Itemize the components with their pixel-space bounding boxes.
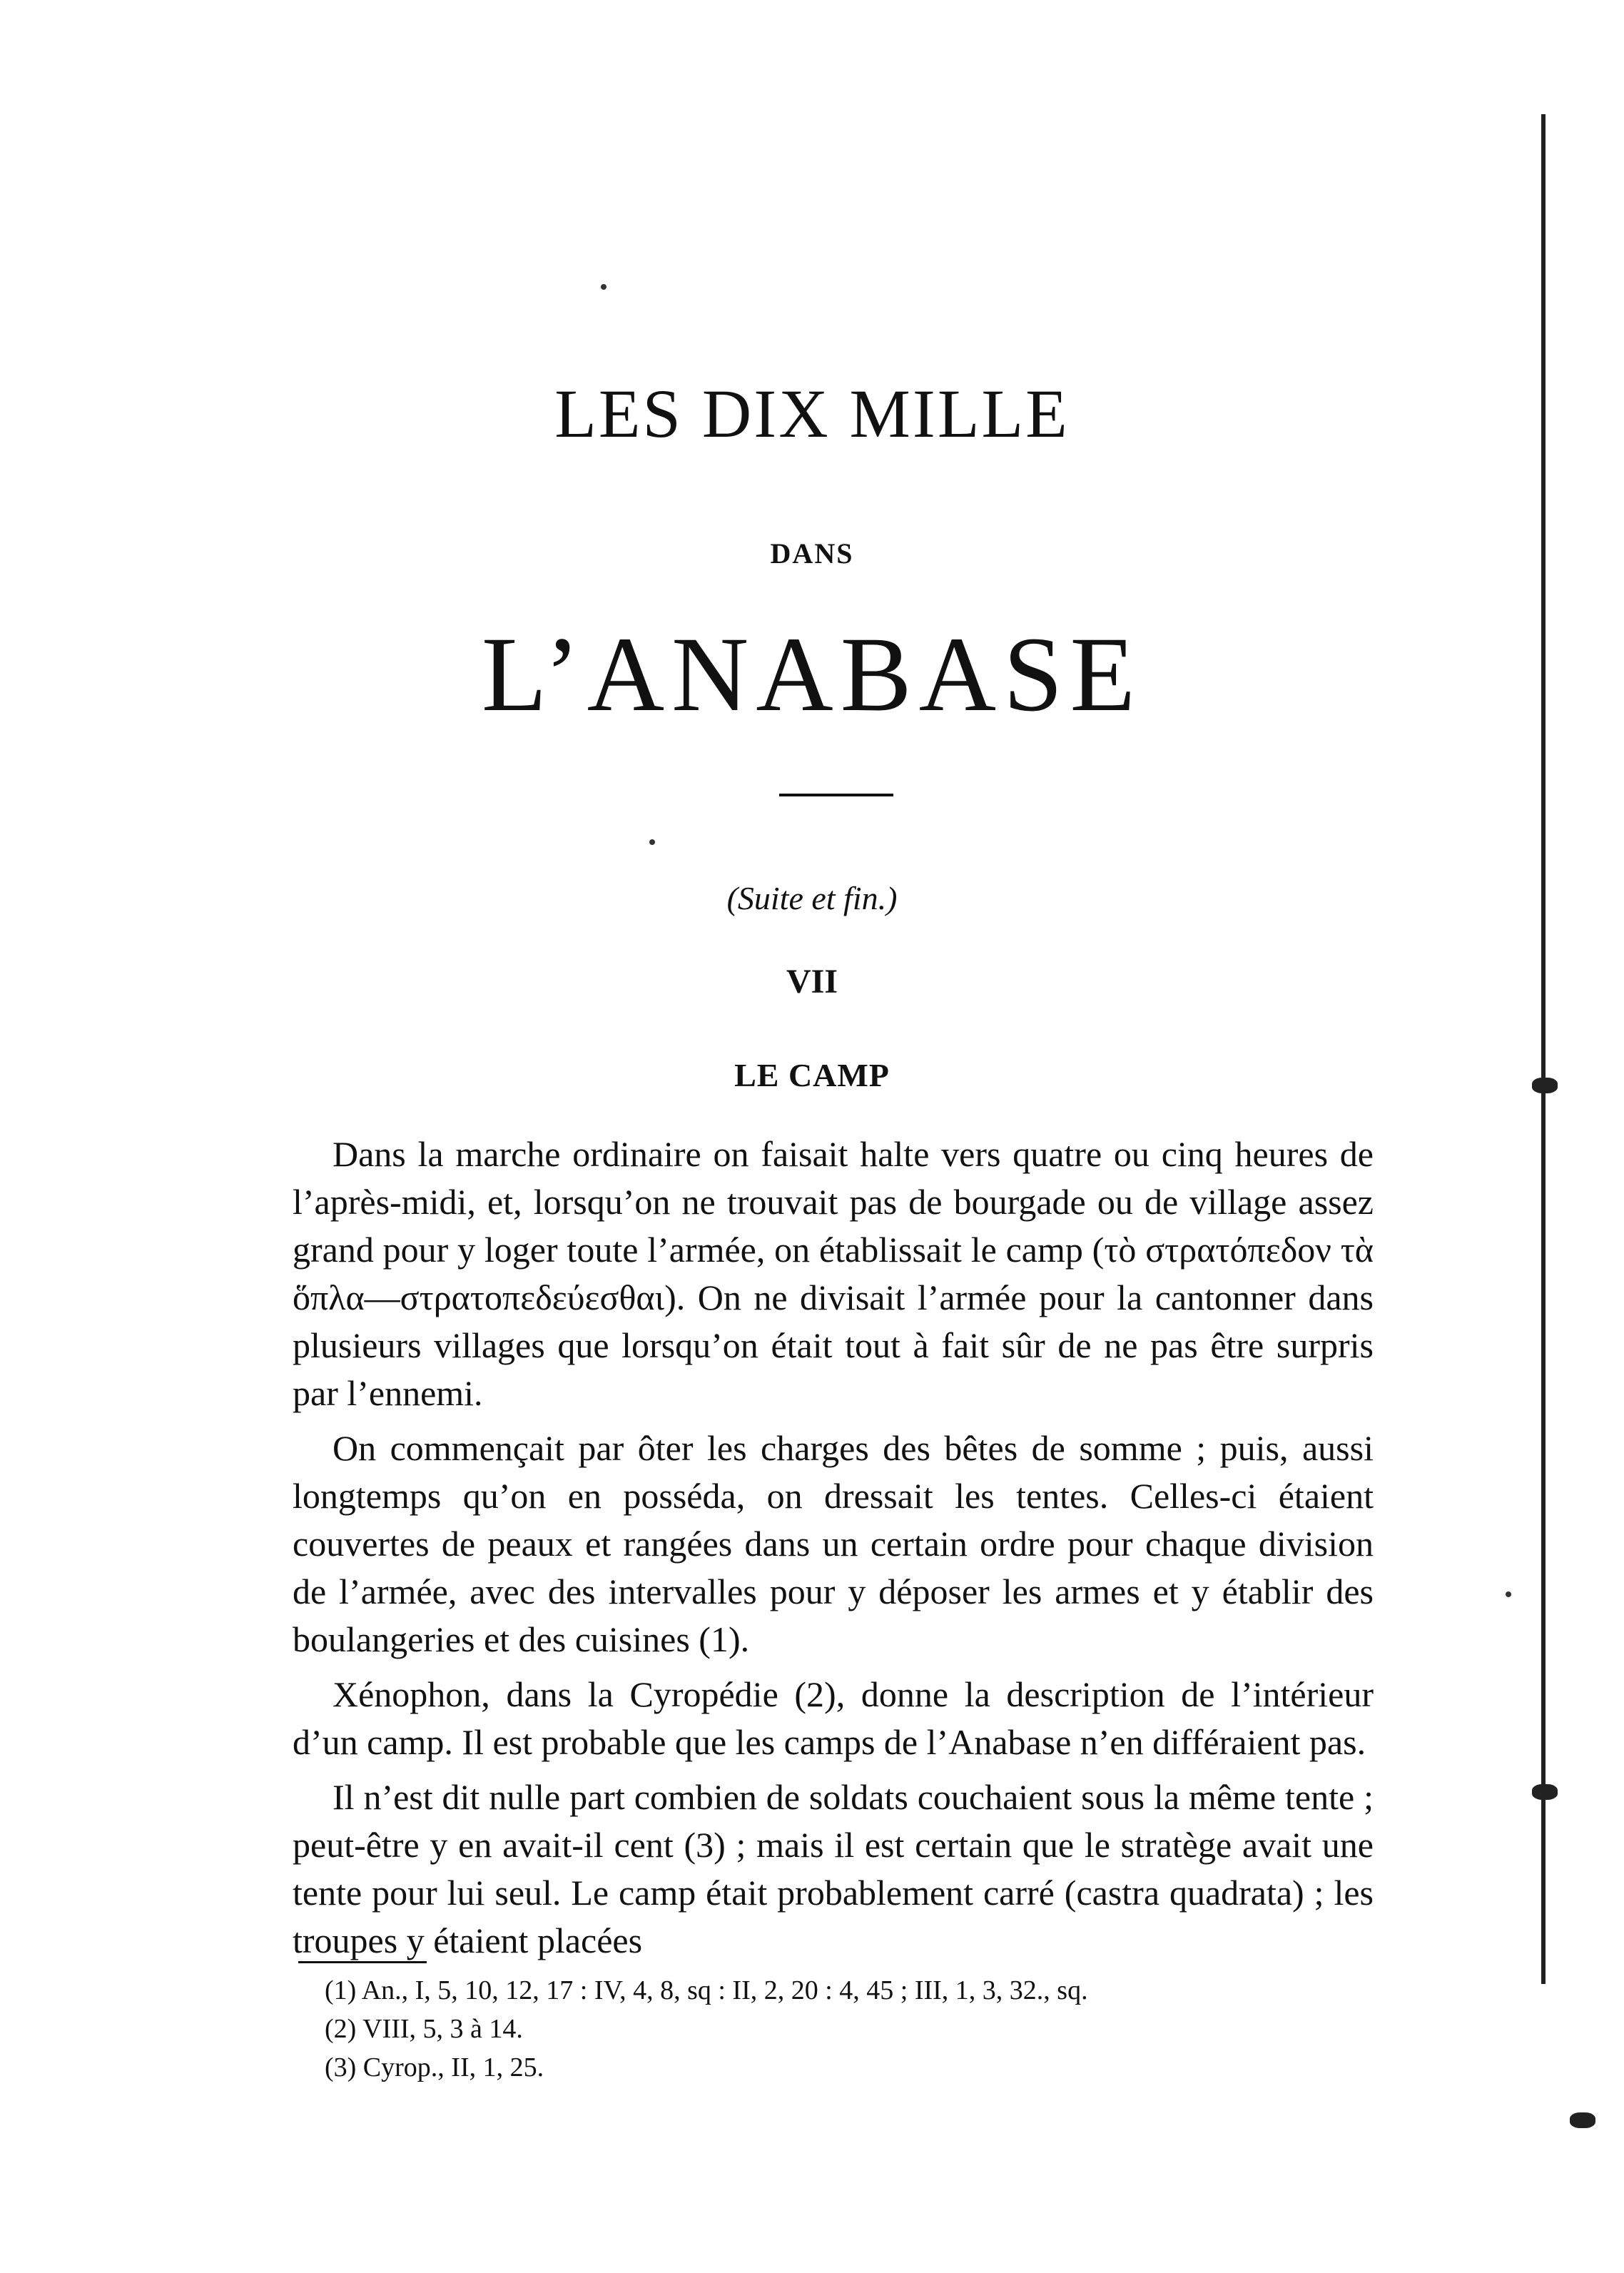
chapter-number: VII <box>786 963 838 1001</box>
paragraph-2: On commençait par ôter les charges des bêtes de somme ; puis, aussi longtemps qu’on en posséda, on dressait les tentes. Celles-ci étaient couvertes de peaux et rangées dans un certain ordre pour chaque division de l’armée, avec des intervalles pour y déposer les armes et y établir des boulangeries et des cuisines (1). <box>293 1428 1374 1659</box>
subtitle: (Suite et fin.) <box>726 880 898 916</box>
footnote-2: (2) VIII, 5, 3 à 14. <box>325 2014 523 2044</box>
article-title: LES DIX MILLE <box>554 375 1070 452</box>
edge-mark <box>1570 2112 1595 2128</box>
paragraph-1: Dans la marche ordinaire on faisait halte vers quatre ou cinq heures de l’après-midi, et, lorsqu’on ne trouvait pas de bourgade ou de village assez grand pour y loger toute l’armée, on établissait le camp (τὸ στρατόπεδον τὰ ὅπλα—στρατοπεδεύεσθαι). On ne divisait l’armée pour la cantonner dans plusieurs villages que lorsqu’on était tout à fait sûr de ne pas être surpris par l’ennemi. <box>293 1134 1374 1413</box>
footnotes <box>325 1971 1395 2087</box>
footnote-1: (1) An., I, 5, 10, 12, 17 : IV, 4, 8, sq : II, 2, 20 : 4, 45 ; III, 1, 3, 32., sq. <box>325 1975 1088 2005</box>
main-title: L’ANABASE <box>481 615 1143 734</box>
scan-speck <box>601 284 607 290</box>
footnote-3: (3) Cyrop., II, 1, 25. <box>325 2052 544 2082</box>
edge-mark <box>1532 1078 1558 1093</box>
footnote-rule <box>298 1961 427 1963</box>
paragraph-4: Il n’est dit nulle part combien de soldats couchaient sous la même tente ; peut-être y en avait-il cent (3) ; mais il est certain que le stratège avait une tente pour lui seul. Le camp était probablement carré (castra quadrata) ; les troupes y étaient placées <box>293 1777 1374 1960</box>
title-rule <box>779 794 893 796</box>
chapter-title: LE CAMP <box>734 1057 890 1093</box>
title-connector: DANS <box>770 537 854 569</box>
edge-mark <box>1532 1784 1558 1800</box>
scan-speck <box>1506 1591 1511 1597</box>
page-edge-line <box>1541 114 1546 1984</box>
scan-speck <box>649 839 655 845</box>
paragraph-3: Xénophon, dans la Cyropédie (2), donne la description de l’intérieur d’un camp. Il est probable que les camps de l’Anabase n’en différaient pas. <box>293 1674 1374 1762</box>
body-text <box>293 1130 1374 1972</box>
